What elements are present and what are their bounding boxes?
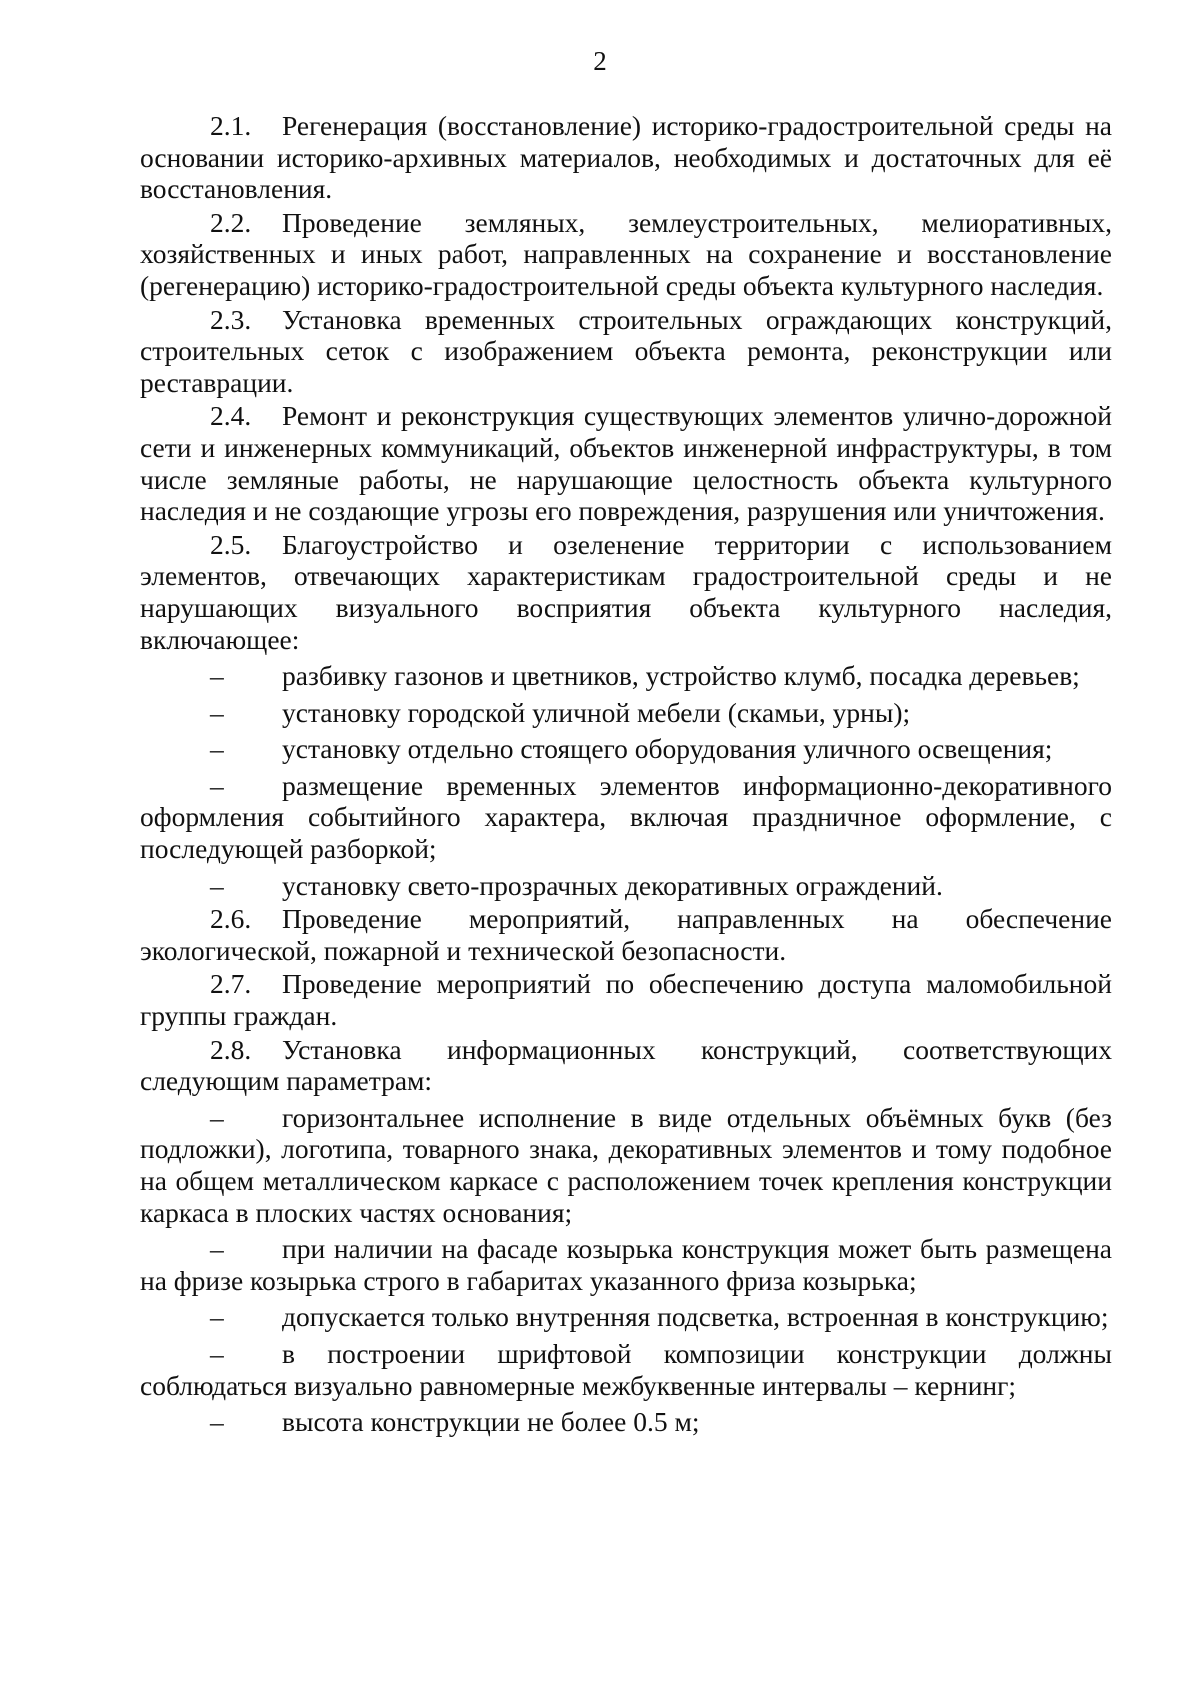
section-number: 2.7. [210, 968, 252, 1000]
section-text: Проведение мероприятий, направленных на обеспечение экологической, пожарной и технической безопасности. [140, 903, 1112, 966]
list-item [140, 733, 1112, 765]
list-item-text: разбивку газонов и цветников, устройство клумб, посадка деревьев; [282, 660, 1080, 692]
list-item-text: установку свето-прозрачных декоративных ограждений. [282, 869, 943, 901]
list-item-text: горизонтальнее исполнение в виде отдельных объёмных букв (без подложки), логотипа, товарного знака, декоративных элементов и тому подобное на общем металлическом каркасе с расположением точек крепления конструкции каркаса в плоских частях основания; [140, 1101, 1112, 1228]
section-2-3 [140, 304, 1112, 399]
section-2-5 [140, 529, 1112, 655]
section-text: Благоустройство и озеленение территории с использованием элементов, отвечающих характеристикам градостроительной среды и не нарушающих визуального восприятия объекта культурного наследия, включающее: [140, 528, 1112, 655]
section-2-1 [140, 110, 1112, 205]
list-item [140, 1406, 1112, 1438]
section-number: 2.6. [210, 903, 252, 935]
list-item [140, 660, 1112, 692]
dash-marker: – [210, 1337, 224, 1369]
dash-marker: – [210, 769, 224, 801]
section-number: 2.4. [210, 400, 252, 432]
section-number: 2.2. [210, 206, 252, 238]
list-item [140, 1233, 1112, 1296]
list-item-text: установку городской уличной мебели (скамьи, урны); [282, 696, 911, 728]
dash-marker: – [210, 1233, 224, 1265]
dash-marker: – [210, 696, 224, 728]
section-text: Установка информационных конструкций, соответствующих следующим параметрам: [140, 1033, 1112, 1097]
section-text: Проведение мероприятий по обеспечению доступа маломобильной группы граждан. [140, 968, 1112, 1032]
section-2-4 [140, 400, 1112, 526]
list-item-text: допускается только внутренняя подсветка, встроенная в конструкцию; [282, 1301, 1109, 1333]
section-number: 2.1. [210, 110, 252, 141]
list-item-text: размещение временных элементов информационно-декоративного оформления событийного характера, включая праздничное оформление, с последующей разборкой; [140, 769, 1112, 865]
section-text: Регенерация (восстановление) историко-градостроительной среды на основании историко-архивных материалов, необходимых и достаточных для её восстановления. [140, 110, 1112, 205]
list-item [140, 697, 1112, 729]
dash-marker: – [210, 660, 224, 692]
list-item-text: высота конструкции не более 0.5 м; [282, 1406, 700, 1438]
list-item [140, 1301, 1112, 1333]
dash-marker: – [210, 1101, 224, 1133]
list-item-text: в построении шрифтовой композиции конструкции должны соблюдаться визуально равномерные межбуквенные интервалы – кернинг; [140, 1337, 1112, 1401]
dash-marker: – [210, 869, 224, 901]
section-2-7 [140, 968, 1112, 1031]
dash-marker: – [210, 733, 224, 765]
section-number: 2.8. [210, 1033, 252, 1065]
list-item-text: при наличии на фасаде козырька конструкция может быть размещена на фризе козырька строго в габаритах указанного фриза козырька; [140, 1233, 1112, 1296]
section-text: Проведение земляных, землеустроительных, мелиоративных, хозяйственных и иных работ, направленных на сохранение и восстановление (регенерацию) историко-градостроительной среды объекта культурного наследия. [140, 206, 1112, 301]
list-item [140, 1102, 1112, 1228]
page-number: 2 [593, 46, 607, 76]
list-item [140, 870, 1112, 902]
list-item [140, 770, 1112, 865]
dash-marker: – [210, 1301, 224, 1333]
dash-marker: – [210, 1406, 224, 1438]
list-item-text: установку отдельно стоящего оборудования уличного освещения; [282, 733, 1053, 765]
section-2-6 [140, 903, 1112, 966]
document-body [140, 110, 1112, 1438]
list-item [140, 1338, 1112, 1401]
section-2-8 [140, 1034, 1112, 1097]
section-number: 2.3. [210, 303, 252, 335]
section-number: 2.5. [210, 528, 252, 560]
section-text: Ремонт и реконструкция существующих элементов улично-дорожной сети и инженерных коммуникаций, объектов инженерной инфраструктуры, в том числе земляные работы, не нарушающие целостность объекта культурного наследия и не создающие угрозы его повреждения, разрушения или уничтожения. [140, 400, 1112, 527]
section-text: Установка временных строительных ограждающих конструкций, строительных сеток с изображением объекта ремонта, реконструкции или реставрации. [140, 303, 1112, 398]
section-2-2 [140, 207, 1112, 302]
